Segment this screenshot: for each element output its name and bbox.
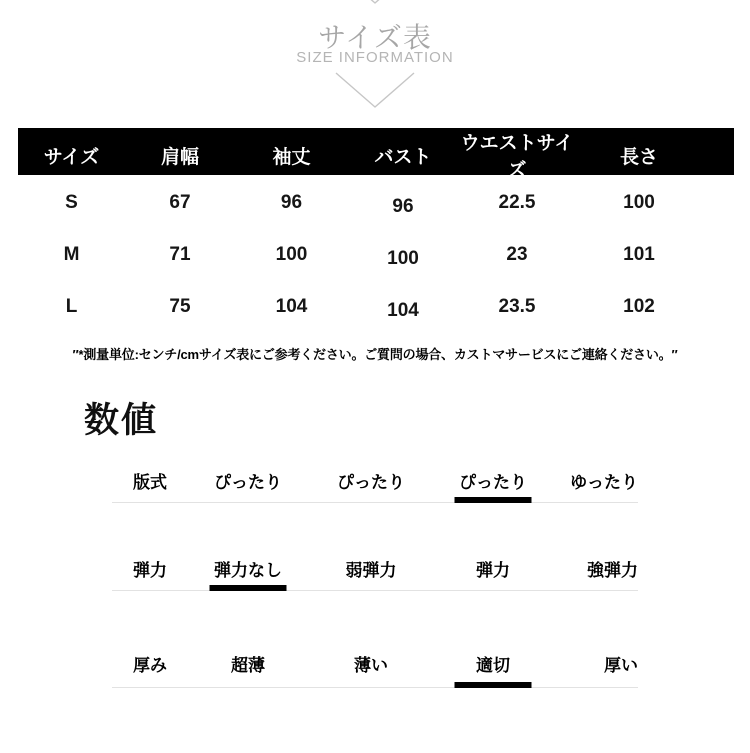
- size-table: [18, 128, 734, 333]
- waist-cell: 23: [506, 244, 528, 265]
- attribute-option-label: ぴったり: [214, 473, 282, 492]
- attribute-option: [308, 591, 434, 687]
- chevron-down-icon: [335, 72, 415, 108]
- attribute-option-label: 弱弾力: [345, 561, 397, 580]
- attribute-row-fit: [112, 455, 638, 503]
- attribute-option: [308, 503, 434, 590]
- size-table-body: [18, 175, 734, 333]
- attribute-option-label: 弾力なし: [214, 561, 282, 580]
- attribute-row-thickness: [112, 591, 638, 688]
- attribute-option: [434, 455, 552, 502]
- waist-cell: 22.5: [498, 192, 536, 213]
- bust-cell: 96: [392, 196, 414, 217]
- bust-cell: 100: [387, 248, 419, 269]
- attribute-option: [552, 455, 638, 502]
- table-row-m: [18, 229, 734, 281]
- attribute-option-label: 適切: [476, 656, 510, 675]
- table-row-s: [18, 177, 734, 229]
- attribute-option: [188, 503, 308, 590]
- size-cell: M: [63, 244, 80, 265]
- attribute-option-label: ゆったり: [570, 473, 638, 492]
- attribute-label: 厚み: [133, 656, 167, 675]
- attribute-option-label: 強弾力: [587, 561, 638, 580]
- attribute-label: 弾力: [133, 561, 167, 580]
- attribute-option: [434, 591, 552, 687]
- attribute-option: [552, 503, 638, 590]
- shoulder-cell: 75: [169, 296, 191, 317]
- attribute-option: [434, 503, 552, 590]
- selection-underline: [455, 682, 532, 688]
- column-header-waist: ウエストサイズ: [460, 133, 574, 181]
- attribute-option: [188, 591, 308, 687]
- size-table-header: [18, 128, 734, 181]
- shoulder-cell: 71: [169, 244, 191, 265]
- attribute-option-label: 薄い: [354, 656, 388, 675]
- column-header-sleeve: 袖丈: [272, 146, 311, 168]
- clipped-chevron-down-icon: [334, 0, 416, 4]
- section-heading: 数値: [84, 401, 159, 440]
- attribute-option-label: ぴったり: [459, 473, 527, 492]
- attribute-option-label: 弾力: [476, 561, 510, 580]
- column-header-shoulder: 肩幅: [160, 146, 199, 168]
- attribute-option: [552, 591, 638, 687]
- attribute-option: [308, 455, 434, 502]
- waist-cell: 23.5: [498, 296, 536, 317]
- size-cell: L: [65, 296, 78, 317]
- column-header-bust: バスト: [374, 146, 432, 168]
- bust-cell: 104: [387, 300, 419, 321]
- attribute-option-label: 超薄: [231, 656, 265, 675]
- page-subtitle: SIZE INFORMATION: [296, 49, 454, 66]
- fit-attributes-table: [112, 455, 638, 688]
- sleeve-cell: 104: [275, 296, 308, 317]
- table-row-l: [18, 281, 734, 333]
- sleeve-cell: 96: [280, 192, 303, 213]
- attribute-option: [188, 455, 308, 502]
- attribute-option-label: ぴったり: [337, 473, 405, 492]
- attribute-row-elasticity: [112, 503, 638, 591]
- shoulder-cell: 67: [169, 192, 191, 213]
- size-cell: S: [65, 192, 78, 213]
- length-cell: 101: [623, 244, 655, 265]
- length-cell: 100: [623, 192, 655, 213]
- measurement-note: ″*測量単位:センチ/cmサイズ表にご参考ください。ご質問の場合、カストマサービスにご連絡ください。″: [72, 347, 678, 362]
- attribute-option-label: 厚い: [604, 656, 638, 675]
- length-cell: 102: [623, 296, 655, 317]
- page-title: サイズ表: [318, 22, 432, 53]
- sleeve-cell: 100: [275, 244, 308, 265]
- column-header-length: 長さ: [619, 146, 658, 168]
- attribute-label: 版式: [133, 473, 167, 492]
- column-header-size: サイズ: [43, 146, 100, 168]
